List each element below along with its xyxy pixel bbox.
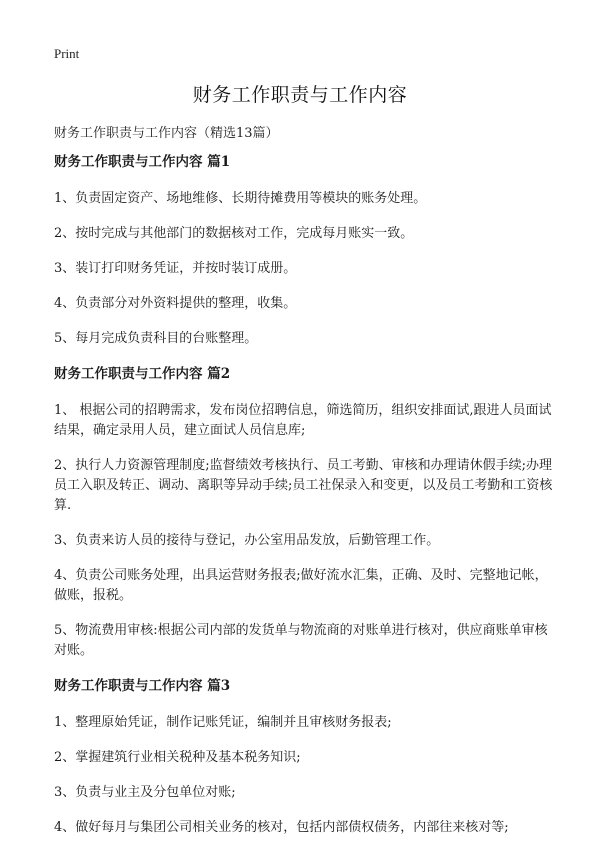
list-item: 4、负责部分对外资料提供的整理，收集。	[54, 296, 297, 311]
list-item: 3、装订打印财务凭证，并按时装订成册。	[54, 261, 297, 276]
list-item: 4、做好每月与集团公司相关业务的核对，包括内部债权债务，内部往来核对等;	[54, 820, 509, 835]
document-title: 财务工作职责与工作内容	[192, 84, 408, 106]
list-item: 5、物流费用审核:根据公司内部的发货单与物流商的对账单进行核对，供应商账单审核对账。	[54, 623, 548, 658]
list-item: 2、掌握建筑行业相关税种及基本税务知识;	[54, 750, 301, 765]
list-item: 3、负责与业主及分包单位对账;	[54, 785, 236, 800]
list-item: 3、负责来访人员的接待与登记，办公室用品发放，后勤管理工作。	[54, 533, 440, 548]
document-body	[54, 152, 554, 853]
list-item: 1、整理原始凭证，制作记账凭证，编制并且审核财务报表;	[54, 715, 392, 730]
section-title: 财务工作职责与工作内容 篇3	[54, 678, 231, 694]
list-item: 1、 根据公司的招聘需求，发布岗位招聘信息，筛选简历，组织安排面试,跟进人员面试结果，确定录用人员，建立面试人员信息库;	[54, 403, 552, 438]
list-item: 2、按时完成与其他部门的数据核对工作，完成每月账实一致。	[54, 226, 414, 241]
list-item: 2、执行人力资源管理制度;监督绩效考核执行、员工考勤、审核和办理请休假手续;办理员工入职及转正、调动、离职等异动手续;员工社保录入和变更，以及员工考勤和工资核算.	[54, 458, 553, 513]
list-item: 5、每月完成负责科目的台账整理。	[54, 331, 258, 346]
list-item: 1、负责固定资产、场地维修、长期待摊费用等模块的账务处理。	[54, 191, 427, 206]
print-label[interactable]: Print	[54, 46, 80, 61]
document-subtitle: 财务工作职责与工作内容（精选13篇）	[54, 126, 279, 141]
list-item: 4、负责公司账务处理，出具运营财务报表;做好流水汇集，正确、及时、完整地记帐，做账，报税。	[54, 568, 548, 603]
section-title: 财务工作职责与工作内容 篇2	[54, 366, 231, 382]
section-title: 财务工作职责与工作内容 篇1	[54, 154, 231, 170]
